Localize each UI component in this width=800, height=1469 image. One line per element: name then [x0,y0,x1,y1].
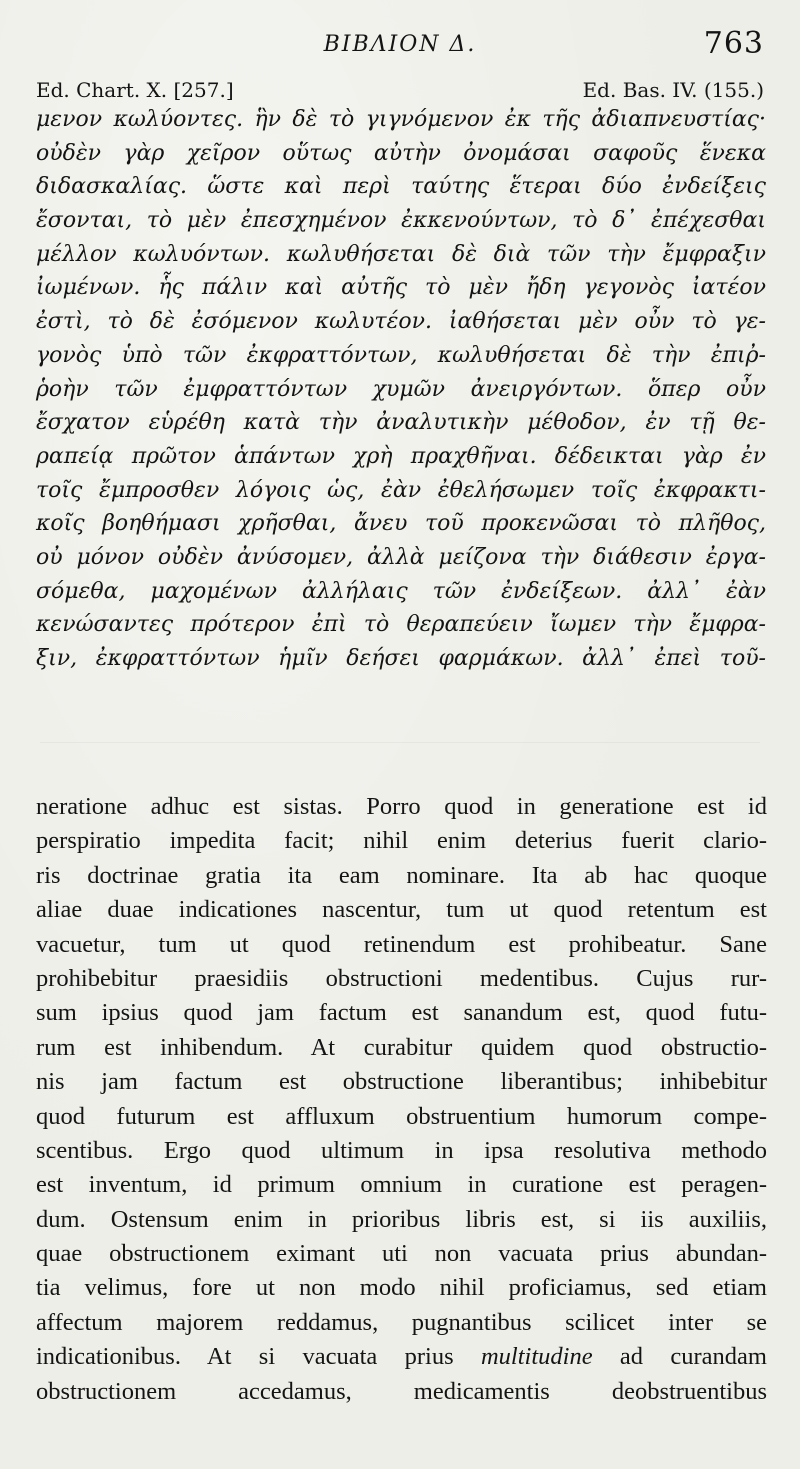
latin-text-line: prohibebitur praesidiis obstructioni medentibus. Cujus rur- [36,964,767,992]
edition-reference-right: Ed. Bas. IV. (155.) [582,78,764,102]
greek-text-line: ἐστὶ, τὸ δὲ ἐσόμενον κωλυτέον. ἰαθήσεται μὲν οὖν τὸ γε- [36,309,766,335]
latin-text-segment: ad curandam [592,1343,767,1371]
greek-text-block [36,103,766,676]
greek-text-line: ἔσονται, τὸ μὲν ἐπεσχημένον ἐκκενούντων, τὸ δ᾽ ἐπέχεσθαι [36,208,766,234]
latin-text-line: aliae duae indicationes nascentur, tum ut quod retentum est [36,896,767,924]
latin-text-segment: indicationibus. At si vacuata prius [36,1343,481,1371]
latin-text-line: sum ipsius quod jam factum est sanandum est, quod futu- [36,999,767,1027]
latin-text-line: neratione adhuc est sistas. Porro quod in generatione est id [36,793,767,820]
latin-text-line: perspiratio impedita facit; nihil enim deterius fuerit clario- [36,827,767,855]
greek-text-line: κενώσαντες πρότερον ἐπὶ τὸ θεραπεύειν ἴωμεν τὴν ἔμφρα- [36,612,766,638]
latin-text-line: est inventum, id primum omnium in curatione est peragen- [36,1171,767,1199]
latin-text-line: rum est inhibendum. At curabitur quidem quod obstructio- [36,1033,767,1061]
latin-text-block [36,790,767,1409]
section-gap [40,742,760,743]
latin-text-line: dum. Ostensum enim in prioribus libris est, si iis auxiliis, [36,1205,767,1233]
latin-text-line: nis jam factum est obstructione liberantibus; inhibebitur [36,1068,767,1096]
latin-text-line: tia velimus, fore ut non modo nihil proficiamus, sed etiam [36,1274,767,1302]
latin-text-line: ris doctrinae gratia ita eam nominare. Ita ab hac quoque [36,861,767,889]
running-title: ΒΙΒΛΙΟΝ Δ. [323,32,477,57]
greek-text-line: ἔσχατον εὑρέθη κατὰ τὴν ἀναλυτικὴν μέθοδον, ἐν τῇ θε- [36,410,766,436]
italic-word: multitudine [480,1343,593,1371]
latin-text-line-with-italic [36,1340,767,1374]
greek-text-line: κοῖς βοηθήμασι χρῆσθαι, ἄνευ τοῦ προκενῶσαι τὸ πλῆθος, [36,511,766,537]
greek-text-line: τοῖς ἔμπροσθεν λόγοις ὡς, ἐὰν ἐθελήσωμεν τοῖς ἐκφρακτι- [36,477,766,503]
greek-text-line: ξιν, ἐκφραττόντων ἡμῖν δεήσει φαρμάκων. ἀλλ᾽ ἐπεὶ τοῦ- [36,646,766,671]
latin-text-line: obstructionem accedamus, medicamentis deobstruentibus [36,1377,767,1405]
greek-text-line: μέλλον κωλυόντων. κωλυθήσεται δὲ διὰ τῶν τὴν ἔμφραξιν [36,241,766,267]
greek-text-line: ῥοὴν τῶν ἐμφραττόντων χυμῶν ἀνειργόντων. ὅπερ οὖν [36,376,766,402]
greek-text-line: οὐ μόνον οὐδὲν ἀνύσομεν, ἀλλὰ μείζονα τὴν διάθεσιν ἐργα- [36,544,766,570]
latin-text-line: quae obstructionem eximant uti non vacuata prius abundan- [36,1240,767,1268]
greek-text-line: μενον κωλύοντες. ἣν δὲ τὸ γιγνόμενον ἐκ τῆς ἀδιαπνευστίας· [36,107,766,132]
greek-text-line: ραπείᾳ πρῶτον ἁπάντων χρὴ πραχθῆναι. δέδεικται γὰρ ἐν [36,443,766,469]
greek-text-line: ἰωμένων. ἧς πάλιν καὶ αὐτῆς τὸ μὲν ἤδη γεγονὸς ἰατέον [36,275,766,301]
greek-text-line: διδασκαλίας. ὥστε καὶ περὶ ταύτης ἕτεραι δύο ἐνδείξεις [36,174,766,200]
greek-text-line: σόμεθα, μαχομένων ἀλλήλαις τῶν ἐνδείξεων. ἀλλ᾽ ἐὰν [36,578,766,604]
latin-text-line: affectum majorem reddamus, pugnantibus scilicet inter se [36,1308,767,1336]
page-number: 763 [703,26,764,61]
greek-text-line: οὐδὲν γὰρ χεῖρον οὕτως αὐτὴν ὀνομάσαι σαφοῦς ἕνεκα [36,140,766,166]
latin-text-line: quod futurum est affluxum obstruentium humorum compe- [36,1102,767,1130]
latin-text-line: scentibus. Ergo quod ultimum in ipsa resolutiva methodo [36,1136,767,1164]
latin-text-line: vacuetur, tum ut quod retinendum est prohibeatur. Sane [36,930,767,958]
edition-reference-left: Ed. Chart. X. [257.] [36,78,234,102]
greek-text-line: γονὸς ὑπὸ τῶν ἐκφραττόντων, κωλυθήσεται δὲ τὴν ἐπιῤ- [36,342,766,368]
